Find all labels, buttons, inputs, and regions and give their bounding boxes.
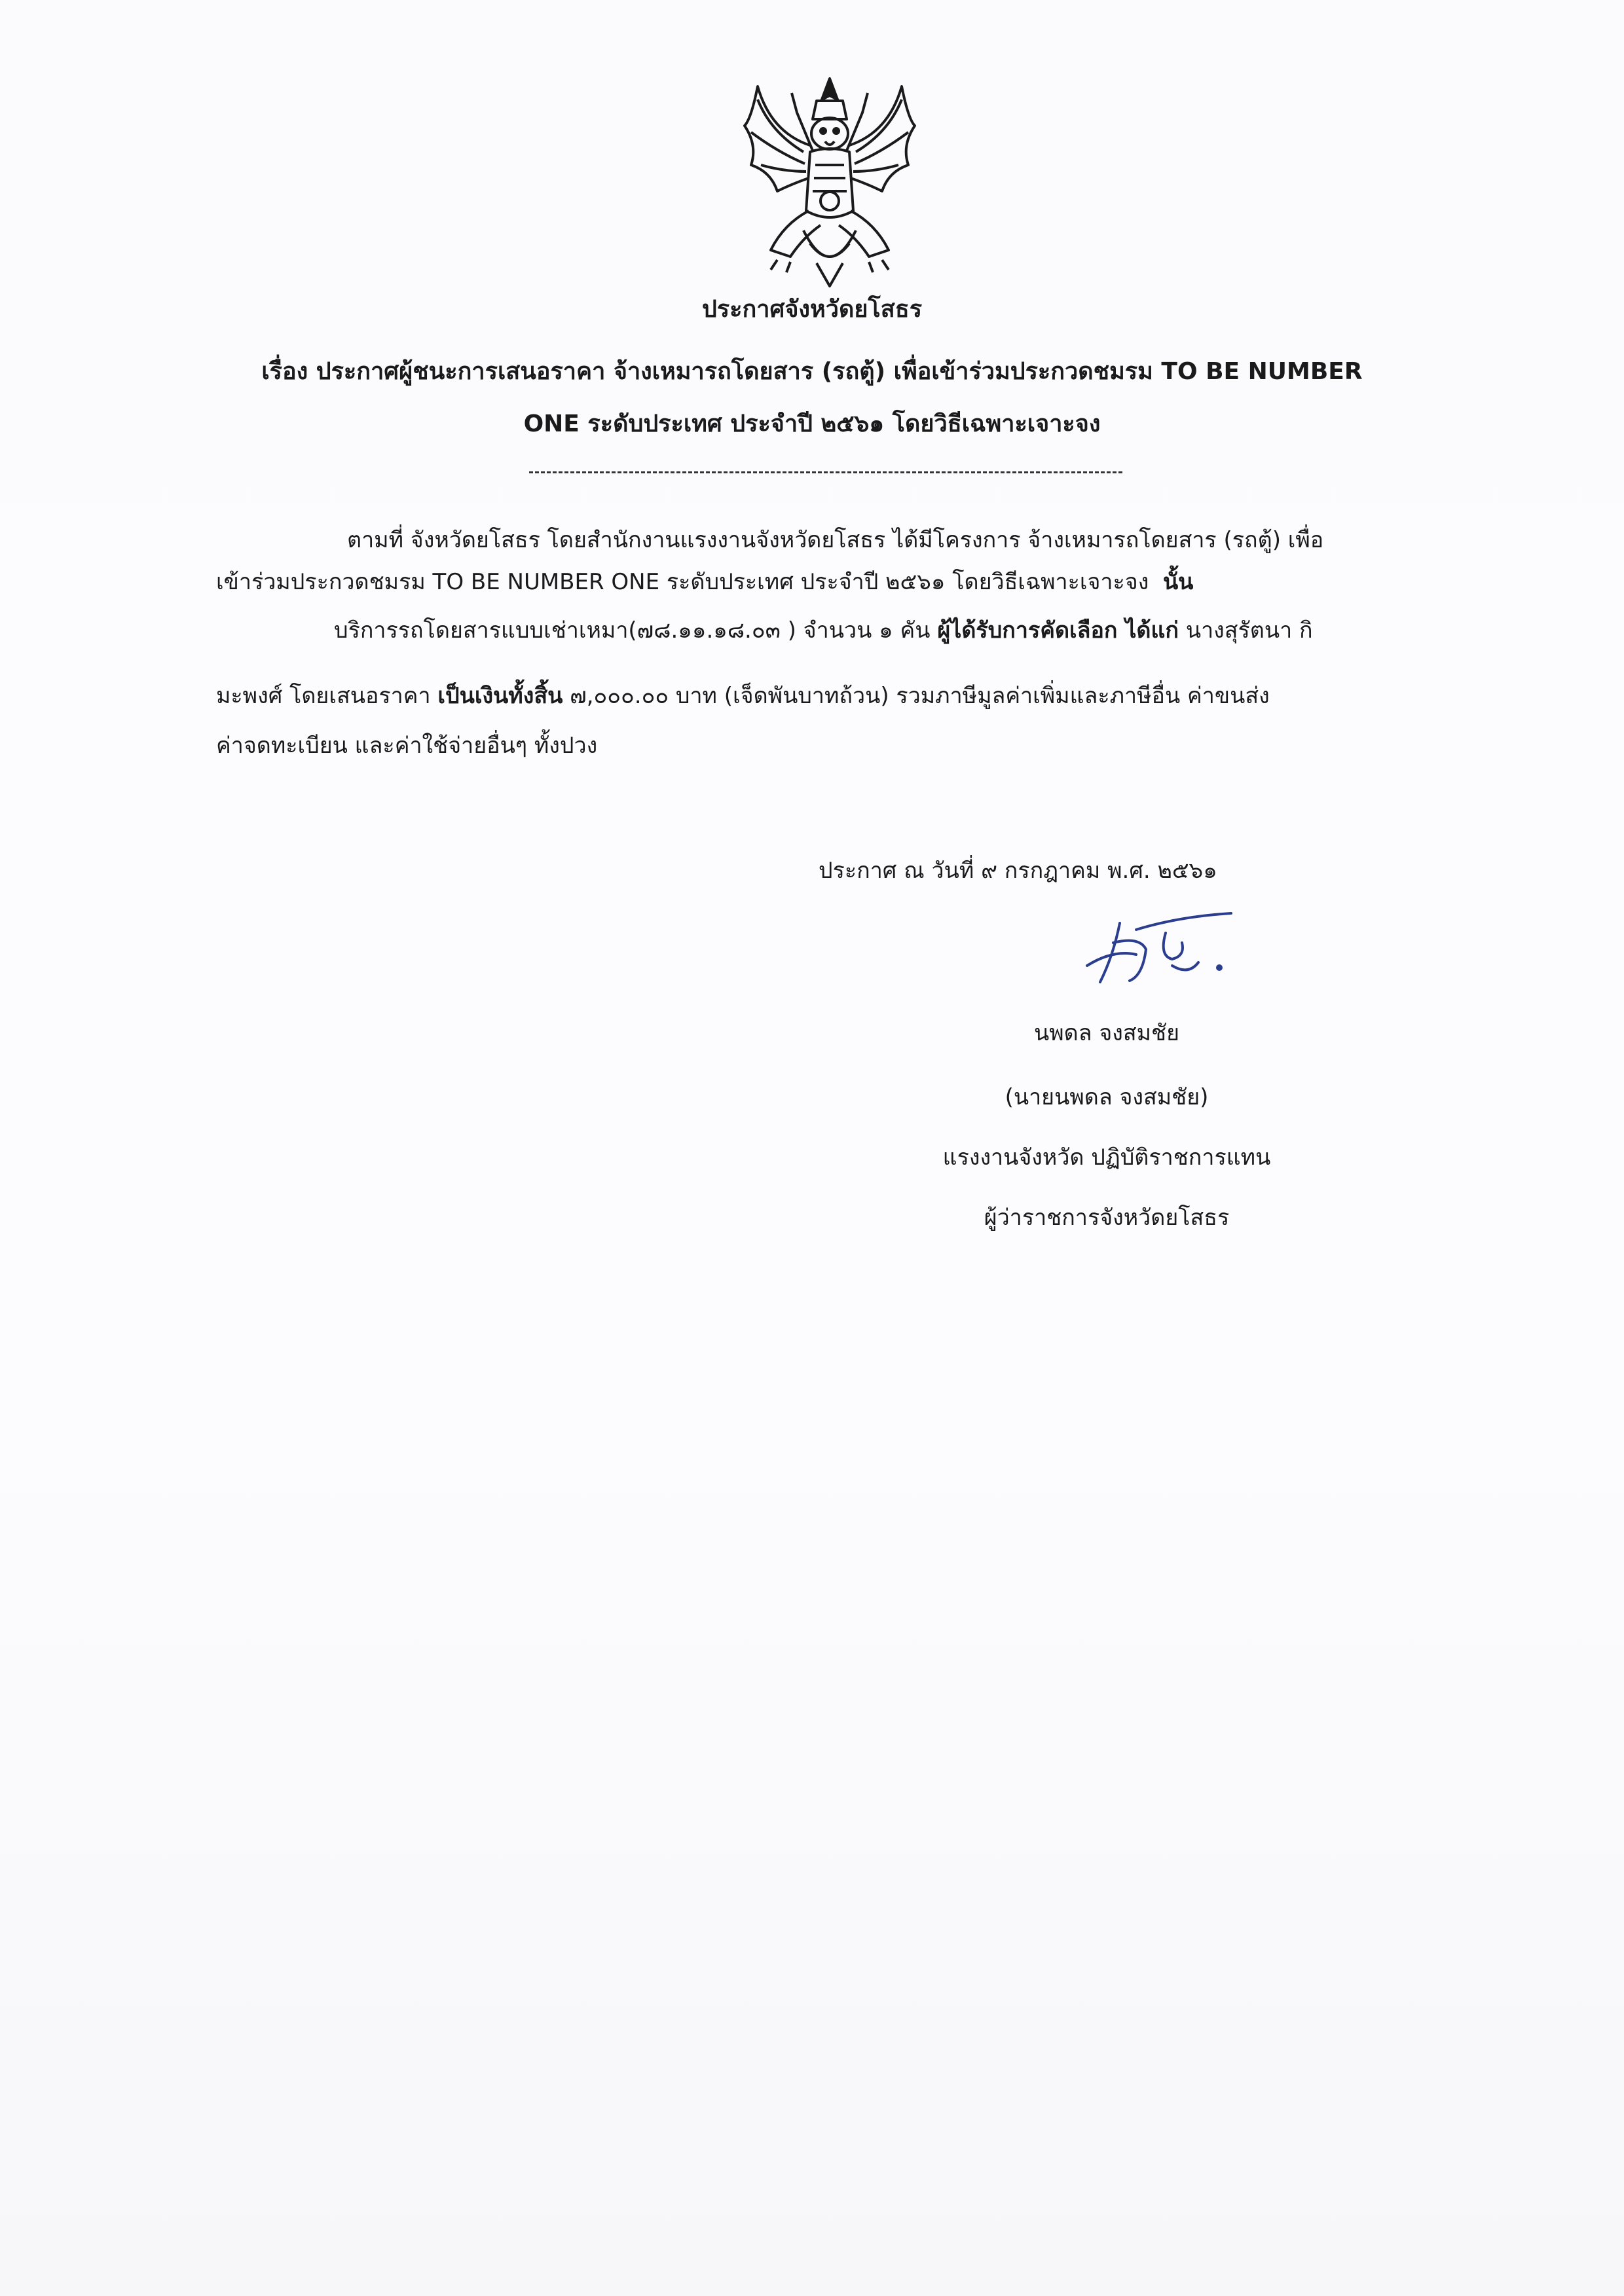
body-line-2-text: เข้าร่วมประกวดชมรม TO BE NUMBER ONE ระดับประเทศ ประจำปี ๒๕๖๑ โดยวิธีเฉพาะเจาะจง [216, 569, 1149, 595]
body-line-2 [216, 571, 1193, 593]
signer-position: แรงงานจังหวัด ปฏิบัติราชการแทน [942, 1144, 1271, 1171]
subject-line-1: เรื่อง ประกาศผู้ชนะการเสนอราคา จ้างเหมารถโดยสาร (รถตู้) เพื่อเข้าร่วมประกวดชมรม TO BE NUMBER [261, 358, 1363, 385]
service-description: บริการรถโดยสารแบบเช่าเหมา(๗๘.๑๑.๑๘.๐๓ ) จำนวน ๑ คัน [334, 617, 931, 644]
body-line-4 [216, 685, 1270, 707]
signer-full-name: (นายนพดล จงสมชัย) [1005, 1084, 1209, 1110]
garuda-emblem-icon [731, 73, 928, 289]
vendor-name-part-2: มะพงศ์ โดยเสนอราคา [216, 683, 431, 709]
vendor-name-part-1: นางสุรัตนา กิ [1185, 617, 1313, 644]
divider [529, 471, 1122, 473]
body-line-1: ตามที่ จังหวัดยโสธร โดยสำนักงานแรงงานจังหวัดยโสธร ได้มีโครงการ จ้างเหมารถโดยสาร (รถตู้) เพื่อ [347, 527, 1324, 553]
signer-on-behalf: ผู้ว่าราชการจังหวัดยโสธร [984, 1205, 1230, 1231]
announce-date: ประกาศ ณ วันที่ ๙ กรกฎาคม พ.ศ. ๒๕๖๑ [819, 858, 1217, 884]
selected-label: ผู้ได้รับการคัดเลือก ได้แก่ [937, 617, 1179, 644]
body-line-2-end: นั้น [1162, 569, 1194, 595]
total-label: เป็นเงินทั้งสิ้น [437, 683, 563, 709]
body-line-5: ค่าจดทะเบียน และค่าใช้จ่ายอื่นๆ ทั้งปวง [216, 733, 598, 759]
total-amount: ๗,๐๐๐.๐๐ บาท (เจ็ดพันบาทถ้วน) รวมภาษีมูลค่าเพิ่มและภาษีอื่น ค่าขนส่ง [570, 683, 1270, 709]
handwritten-signature-icon [1074, 903, 1244, 989]
body-line-3 [334, 619, 1313, 642]
signer-name: นพดล จงสมชัย [1033, 1020, 1180, 1046]
subject-line-2: ONE ระดับประเทศ ประจำปี ๒๕๖๑ โดยวิธีเฉพาะเจาะจง [523, 410, 1101, 437]
announcement-title: ประกาศจังหวัดยโสธร [701, 296, 923, 323]
